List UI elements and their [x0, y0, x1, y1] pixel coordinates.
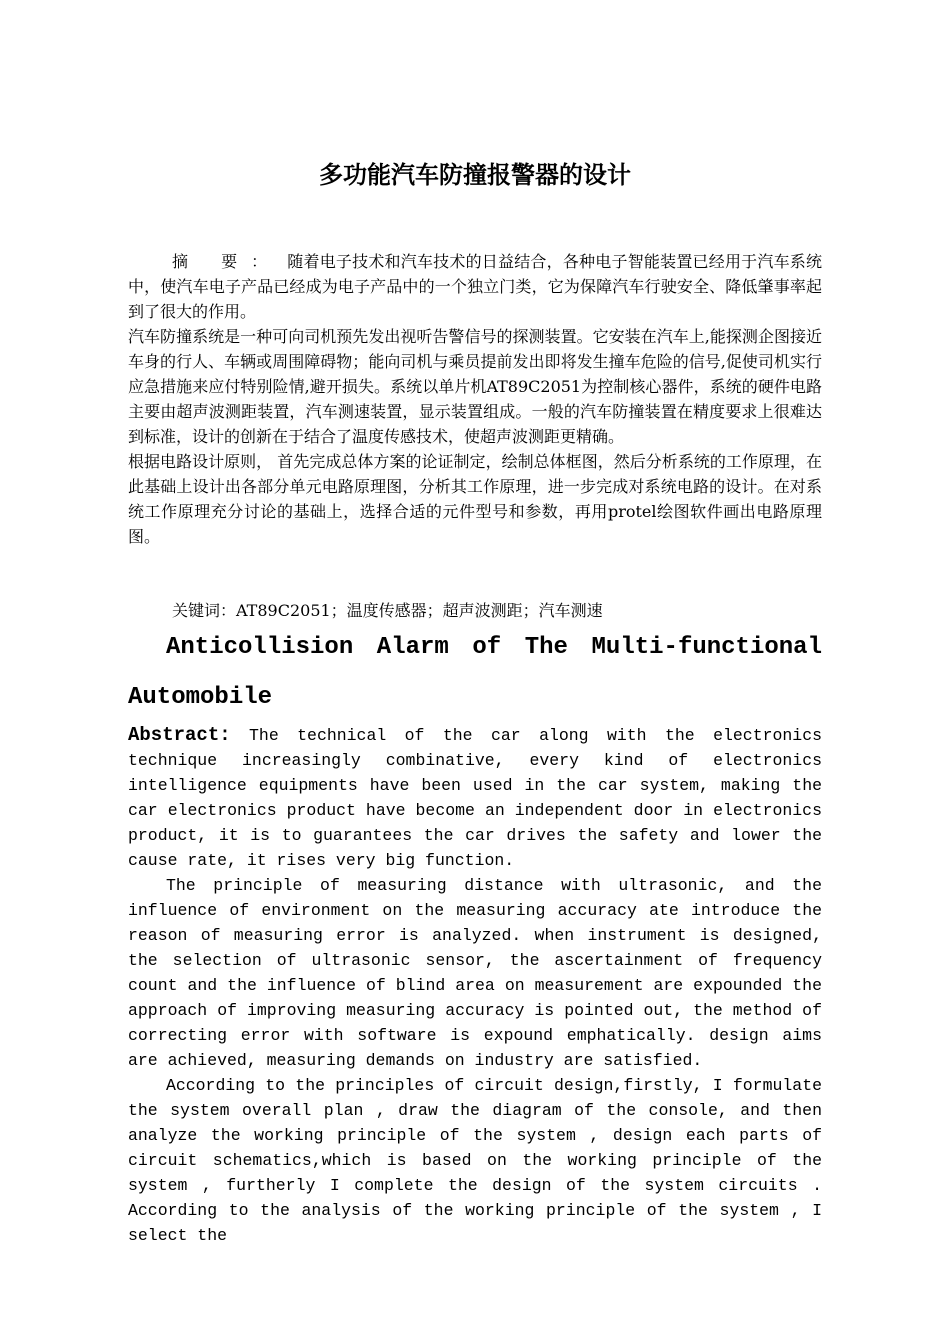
chinese-abstract-paragraph-3: 根据电路设计原则， 首先完成总体方案的论证制定，绘制总体框图，然后分析系统的工作原理，在此基础上设计出各部分单元电路原理图，分析其工作原理，进一步完成对系统电路的设计。在对系统工作原理充分讨论的基础上，选择合适的元件型号和参数，再用protel绘图软件画出电路原理图。 — [128, 452, 822, 546]
english-title — [128, 623, 822, 723]
english-abstract-label: Abstract: — [128, 724, 231, 746]
english-abstract — [128, 723, 822, 1248]
english-abstract-paragraph-3: According to the principles of circuit design,firstly, I formulate the system overall plan , draw the diagram of the console, and then analyze the working principle of the system , design each parts of circuit schematics,which is based on the working principle of the system , furtherly I complete the design of the system circuits . According to the analysis of the working principle of the system , I select the — [128, 1076, 822, 1245]
english-title-line-2: Automobile — [128, 684, 273, 711]
chinese-title: 多功能汽车防撞报警器的设计 — [319, 160, 631, 189]
english-title-line-1: Anticollision Alarm of The Multi-functional — [166, 634, 822, 661]
chinese-abstract — [128, 249, 822, 549]
chinese-abstract-paragraph-2: 汽车防撞系统是一种可向司机预先发出视听告警信号的探测装置。它安装在汽车上,能探测企图接近车身的行人、车辆或周围障碍物；能向司机与乘员提前发出即将发生撞车危险的信号,促使司机实行应急措施来应付特别险情,避开损失。系统以单片机AT89C2051为控制核心器件，系统的硬件电路主要由超声波测距装置，汽车测速装置，显示装置组成。一般的汽车防撞装置在精度要求上很难达到标准，设计的创新在于结合了温度传感技术，使超声波测距更精确。 — [128, 327, 822, 446]
english-abstract-paragraph-1: Abstract: The technical of the car along with the electronics technique increasingly combinative, every kind of electronics intelligence equipments have been used in the car system, making the car electronics product have become an independent door in electronics product, it is to guarantees the car drives the safety and lower the cause rate, it rises very big function. — [128, 724, 822, 870]
chinese-abstract-label: 摘 要： — [172, 252, 282, 271]
english-abstract-paragraph-2: The principle of measuring distance with ultrasonic, and the influence of environment on the measuring accuracy ate introduce the reason of measuring error is analyzed. when instrument is designed, the selection of ultrasonic sensor, the ascertainment of frequency count and the influence of blind area on measurement are expounded the approach of improving measuring accuracy is pointed out, the method of correcting error with software is expound emphatically. design aims are achieved, measuring demands on industry are satisfied. — [128, 876, 822, 1070]
chinese-keywords-block — [128, 598, 822, 623]
chinese-keywords: 关键词：AT89C2051；温度传感器；超声波测距；汽车测速 — [172, 601, 603, 620]
chinese-abstract-paragraph-1: 摘 要： 随着电子技术和汽车技术的日益结合，各种电子智能装置已经用于汽车系统中，使汽车电子产品已经成为电子产品中的一个独立门类，它为保障汽车行驶安全、降低肇事率起到了很大的作用。 — [128, 249, 822, 324]
